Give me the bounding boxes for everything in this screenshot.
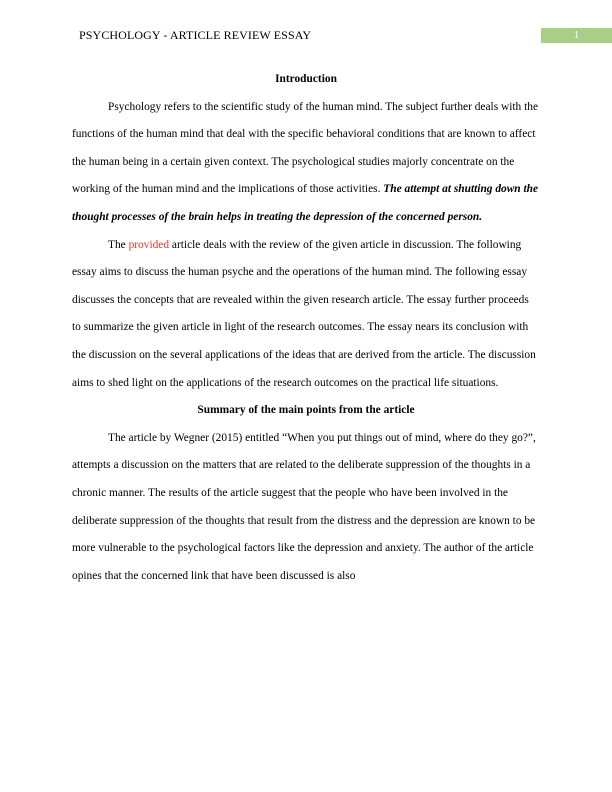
running-head: PSYCHOLOGY - ARTICLE REVIEW ESSAY — [79, 28, 312, 42]
introduction-paragraph-1-text: Psychology refers to the scientific study of the human mind. The subject further deals with the functions of the human mind that deal with the specific behavioral conditions that are known to affect the human being in a certain given context. The psychological studies majorly concentrate on the working of the human mind and the implications of those activities. — [72, 100, 539, 196]
document-body — [72, 66, 540, 590]
introduction-paragraph-2-rest: article deals with the review of the given article in discussion. The following essay aims to discuss the human psyche and the operations of the human mind. The following essay discusses the concepts that are revealed within the given research article. The essay further proceeds to summarize the given article in light of the research outcomes. The essay nears its conclusion with the discussion on the several applications of the ideas that are derived from the article. The discussion aims to shed light on the applications of the research outcomes on the practical life situations. — [72, 238, 536, 389]
introduction-paragraph-2-start: The — [108, 238, 129, 251]
highlighted-word: provided — [128, 238, 170, 251]
introduction-paragraph-1 — [72, 94, 540, 232]
summary-paragraph-1: The article by Wegner (2015) entitled “When you put things out of mind, where do they go?”, attempts a discussion on the matters that are related to the deliberate suppression of the thoughts in a chronic manner. The results of the article suggest that the people who have been involved in the deliberate suppression of the thoughts that result from the distress and the depression are known to be more vulnerable to the psychological factors like the depression and anxiety. The author of the article opines that the concerned link that have been discussed is also — [72, 431, 536, 582]
page-number: 1 — [541, 28, 612, 43]
section-heading-introduction: Introduction — [275, 73, 337, 85]
introduction-emphasis: The attempt at shutting down the thought processes of the brain helps in treating the depression of the concerned person. — [72, 183, 539, 223]
section-heading-summary: Summary of the main points from the article — [197, 404, 415, 417]
introduction-paragraph-2 — [72, 232, 540, 398]
